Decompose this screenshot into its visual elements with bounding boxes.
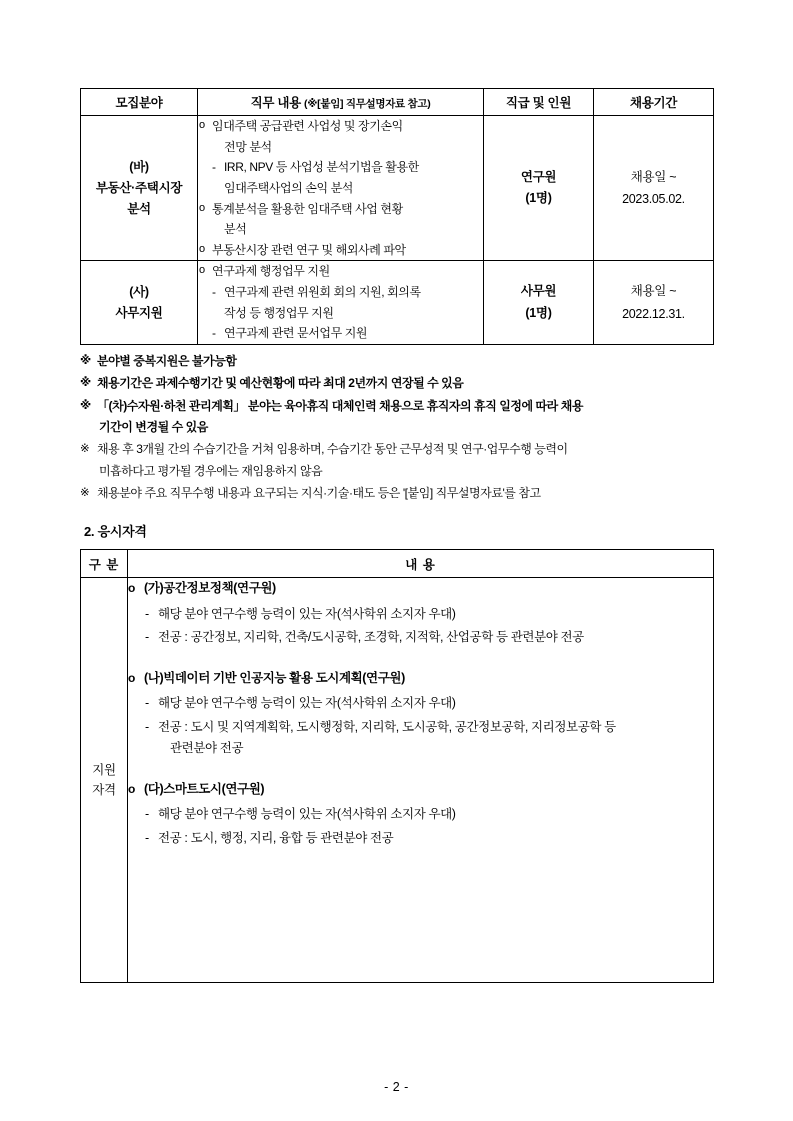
period-start: 채용일 ~ bbox=[630, 169, 677, 184]
table-row bbox=[81, 578, 714, 983]
note-item bbox=[80, 439, 720, 482]
cell-field bbox=[81, 261, 198, 345]
qualification-item: - 해당 분야 연구수행 능력이 있는 자(석사학위 소지자 우대) bbox=[128, 804, 713, 825]
table-row bbox=[81, 116, 714, 261]
qualification-group bbox=[128, 578, 713, 648]
qualification-group bbox=[128, 779, 713, 849]
rank-count: (1명) bbox=[525, 305, 552, 320]
cell-rank bbox=[484, 261, 594, 345]
page-number: - 2 - bbox=[384, 1080, 409, 1094]
note-text: 채용 후 3개월 간의 수습기간을 거쳐 임용하며, 수습기간 동안 근무성적 및 연구·업무수행 능력이 bbox=[97, 442, 568, 457]
duty-item-continued: 분석 bbox=[224, 222, 247, 237]
duty-subitem: - IRR, NPV 등 사업성 분석기법을 활용한 bbox=[198, 157, 483, 178]
duty-list bbox=[198, 116, 483, 260]
qualification-item: - 해당 분야 연구수행 능력이 있는 자(석사학위 소지자 우대) bbox=[128, 693, 713, 714]
cell-division-label bbox=[81, 578, 128, 983]
note-text: 분야별 중복지원은 불가능함 bbox=[97, 353, 237, 368]
duty-item-continued: 전망 분석 bbox=[224, 139, 272, 154]
division-label-line-1: 지원 bbox=[92, 763, 116, 778]
qualification-item-text-continued: 관련분야 전공 bbox=[170, 740, 244, 755]
duty-item: o 연구과제 행정업무 지원 bbox=[198, 261, 483, 282]
note-item bbox=[80, 396, 720, 439]
qualification-group-title: o (다)스마트도시(연구원) bbox=[128, 779, 713, 800]
qualification-group-title: o (가)공간정보정책(연구원) bbox=[128, 578, 713, 599]
qualification-table bbox=[80, 549, 714, 983]
cell-period bbox=[594, 261, 714, 345]
period-end: 2023.05.02. bbox=[622, 192, 685, 207]
col-header-duty-main: 직무 내용 bbox=[250, 96, 305, 110]
duty-item: o 부동산시장 관련 연구 및 해외사례 파악 bbox=[198, 240, 483, 261]
table-header-row bbox=[81, 550, 714, 578]
qualification-item: - 해당 분야 연구수행 능력이 있는 자(석사학위 소지자 우대) bbox=[128, 604, 713, 625]
section-title: 응시자격 bbox=[97, 524, 147, 540]
table-row bbox=[81, 261, 714, 345]
section-number: 2. bbox=[84, 524, 95, 540]
qualification-item bbox=[128, 717, 713, 760]
note-text-continued: 기간이 변경될 수 있음 bbox=[99, 419, 208, 434]
qualification-item: - 전공 : 공간정보, 지리학, 건축/도시공학, 조경학, 지적학, 산업공학 등 관련분야 전공 bbox=[128, 627, 713, 648]
col-header-duty-sub: (※[붙임] 직무설명자료 참고) bbox=[304, 98, 431, 110]
table-header-row bbox=[81, 89, 714, 116]
page-footer bbox=[0, 1080, 793, 1094]
col-header-division: 구 분 bbox=[81, 550, 128, 578]
col-header-period: 채용기간 bbox=[594, 89, 714, 116]
col-header-rank: 직급 및 인원 bbox=[484, 89, 594, 116]
duty-subitem-continued: 임대주택사업의 손익 분석 bbox=[224, 180, 353, 195]
note-text: 채용분야 주요 직무수행 내용과 요구되는 지식·기술·태도 등은 '[붙임] 직무설명자료'를 참고 bbox=[97, 486, 541, 501]
duty-subitem-continued: 작성 등 행정업무 지원 bbox=[224, 305, 334, 320]
qualification-item: - 전공 : 도시, 행정, 지리, 융합 등 관련분야 전공 bbox=[128, 828, 713, 849]
notes-list bbox=[80, 351, 720, 505]
duty-subitem: - 연구과제 관련 위원회 회의 지원, 회의록 bbox=[198, 282, 483, 303]
field-line-1: (사) bbox=[129, 285, 149, 299]
note-text: 「(차)수자원·하천 관리계획」 분야는 육아휴직 대체인력 채용으로 휴직자의 휴직 일정에 따라 채용 bbox=[97, 398, 583, 413]
duty-subitem: - 연구과제 관련 문서업무 지원 bbox=[198, 323, 483, 344]
cell-duty bbox=[198, 116, 484, 261]
cell-duty bbox=[198, 261, 484, 345]
col-header-duty bbox=[198, 89, 484, 116]
field-line-2: 사무지원 bbox=[115, 305, 163, 320]
division-label-line-2: 자격 bbox=[92, 783, 116, 798]
col-header-content: 내 용 bbox=[128, 550, 714, 578]
period-start: 채용일 ~ bbox=[630, 284, 677, 299]
cell-period bbox=[594, 116, 714, 261]
note-item bbox=[80, 373, 720, 394]
cell-field bbox=[81, 116, 198, 261]
note-item bbox=[80, 483, 720, 504]
duty-item: o 임대주택 공급관련 사업성 및 장기손익 bbox=[198, 116, 483, 137]
note-item bbox=[80, 351, 720, 372]
note-text-continued: 미흡하다고 평가될 경우에는 재임용하지 않음 bbox=[99, 463, 323, 478]
qualification-group-title: o (나)빅데이터 기반 인공지능 활용 도시계획(연구원) bbox=[128, 668, 713, 689]
cell-qualification-content bbox=[128, 578, 714, 983]
duty-item: o 통계분석을 활용한 임대주택 사업 현황 bbox=[198, 199, 483, 220]
qualification-group bbox=[128, 668, 713, 759]
qualification-item-text: 전공 : 도시 및 지역계획학, 도시행정학, 지리학, 도시공학, 공간정보공학, 지리정보공학 등 bbox=[158, 719, 616, 734]
col-header-field: 모집분야 bbox=[81, 89, 198, 116]
recruitment-table bbox=[80, 88, 714, 345]
field-line-3: 분석 bbox=[127, 201, 151, 216]
duty-list bbox=[198, 261, 483, 344]
period-end: 2022.12.31. bbox=[622, 306, 685, 321]
field-line-1: (바) bbox=[129, 160, 149, 175]
rank-title: 사무원 bbox=[520, 284, 557, 299]
note-text: 채용기간은 과제수행기간 및 예산현황에 따라 최대 2년까지 연장될 수 있음 bbox=[97, 376, 464, 391]
section-heading bbox=[80, 521, 713, 540]
cell-rank bbox=[484, 116, 594, 261]
field-line-2: 부동산·주택시장 bbox=[95, 180, 183, 195]
rank-title: 연구원 bbox=[520, 169, 557, 184]
rank-count: (1명) bbox=[525, 191, 552, 206]
